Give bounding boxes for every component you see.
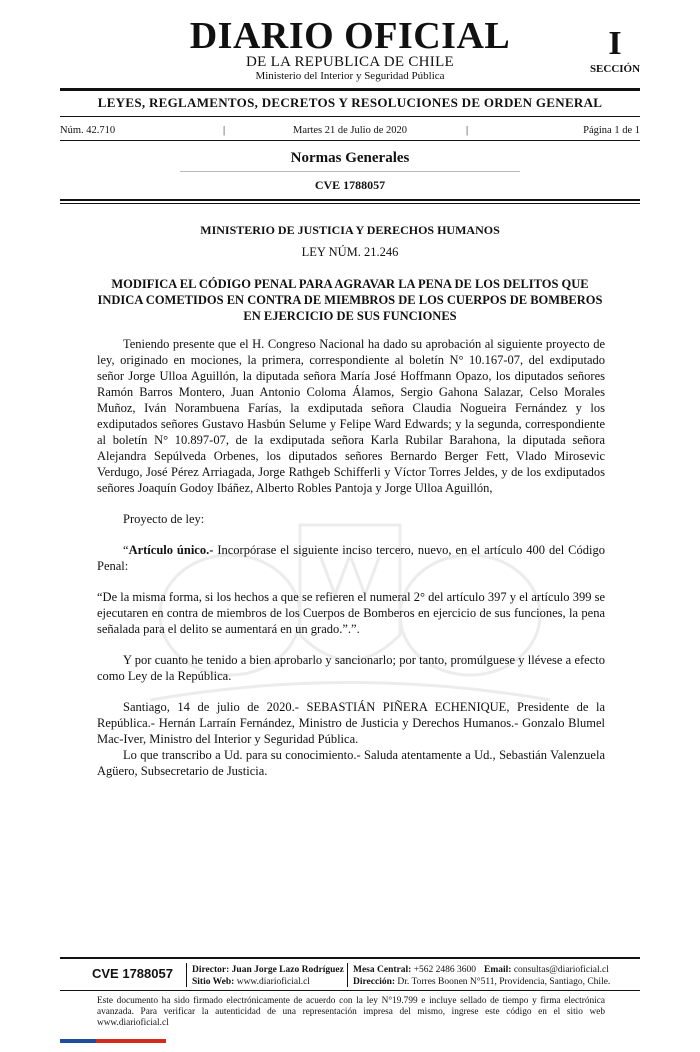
meta-separator: | [466,125,469,136]
footer-email [484,964,609,976]
paragraph-closing: Lo que transcribo a Ud. para su conocimiento.- Saluda atentamente a Ud., Sebastián Valenzuela Agüero, Subsecretario de Justicia. [97,748,605,778]
email-label: Email: [484,965,512,975]
section-label: SECCIÓN [589,63,641,75]
section-divider [180,171,520,172]
footer-address [353,976,610,988]
paragraph-inserted-text: “De la misma forma, si los hechos a que se refieren el numeral 2° del artículo 397 y el artículo 399 se ejecutaren en contra de miembros de los Cuerpos de Bomberos en ejercicio de sus funciones, la pena señalada para el delito se aumentará en un grado.”.”. [97,590,605,636]
footer-rule-bottom [60,990,640,991]
email-link[interactable]: consultas@diarioficial.cl [513,965,609,975]
law-number: LEY NÚM. 21.246 [301,245,399,259]
footer-phone [353,964,476,976]
ministry-heading: MINISTERIO DE JUSTICIA Y DERECHOS HUMANOS [200,223,500,237]
cve-rule-thin [60,203,640,204]
meta-separator: | [223,125,226,136]
header-rule-mid [60,116,640,117]
issue-date: Martes 21 de Julio de 2020 [292,125,408,136]
web-label: Sitio Web: [192,977,235,987]
paragraph-proyecto: Proyecto de ley: [123,512,205,526]
footer-divider [347,963,348,987]
law-title: MODIFICA EL CÓDIGO PENAL PARA AGRAVAR LA PENA DE LOS DELITOS QUE INDICA COMETIDOS EN CONTRA DE MIEMBROS DE LOS CUERPOS DE BOMBEROS EN EJERCICIO DE SUS FUNCIONES [97,277,603,323]
paragraph-preamble: Teniendo presente que el H. Congreso Nacional ha dado su aprobación al siguiente proyecto de ley, originado en mociones, la primera, correspondiente al boletín N° 10.167-07, del exdiputado señor Jorge Ulloa Aguillón, la diputada señora María José Hoffmann Opazo, los diputados señores Ramón Barros Montero, Juan Antonio Coloma Álamos, Sergio Gahona Salazar, Celso Morales Muñoz, Iván Norambuena Farías, la exdiputada señora Claudia Nogueira Fernández y los exdiputados señores Gustavo Hasbún Selume y Felipe Ward Edwards; y la segunda, correspondiente al boletín N° 10.897-07, de la exdiputada señora Karla Rubilar Barahona, la diputada señora Alejandra Sepúlveda Orbenes, los diputados señores Bernardo Berger Fett, Vlado Mirosevic Verdugo, José Pérez Arriagada, Jorge Rathgeb Schifferli y Víctor Torres Jeldes, y de los exdiputados señores Joaquín Godoy Ibáñez, Alberto Robles Pantoja y Jorge Ulloa Aguillón, [97,337,605,495]
quote-mark: “ [123,543,129,557]
cve-code: CVE 1788057 [314,178,386,192]
footer-rule-top [60,957,640,959]
header-rule-top [60,88,640,91]
flag-stripe-red [96,1039,166,1043]
phone-label: Mesa Central: [353,965,412,975]
masthead-ministry: Ministerio del Interior y Seguridad Pública [255,70,445,82]
cve-rule [60,199,640,201]
footer-director [192,964,344,976]
article-label: Artículo único.- [128,543,214,557]
footer-cve-code: CVE 1788057 [92,966,173,981]
flag-stripe-blue [60,1039,96,1043]
phone-number: +562 2486 3600 [413,965,477,975]
header-rule-bottom [60,140,640,141]
paragraph-signatures: Santiago, 14 de julio de 2020.- SEBASTIÁN PIÑERA ECHENIQUE, Presidente de la República.- Hernán Larraín Fernández, Ministro de Justicia y Derechos Humanos.- Gonzalo Blumel Mac-Iver, Ministro del Interior y Seguridad Pública. [97,700,605,746]
section-number: I [608,25,622,62]
section-heading: Normas Generales [290,150,410,166]
masthead-title: DIARIO OFICIAL [189,15,511,57]
law-body [97,336,605,779]
article-text: Incorpórase el siguiente inciso tercero, nuevo, en el artículo 400 del Código Penal: [97,543,605,573]
web-link[interactable]: www.diarioficial.cl [236,977,310,987]
address-text: Dr. Torres Boonen N°511, Providencia, Santiago, Chile. [397,977,611,987]
footer-divider [186,963,187,987]
page-indicator: Página 1 de 1 [583,125,640,136]
category-heading: LEYES, REGLAMENTOS, DECRETOS Y RESOLUCIONES DE ORDEN GENERAL [97,95,603,110]
paragraph-article [97,542,605,574]
signature-notice: Este documento ha sido firmado electrónicamente de acuerdo con la ley N°19.799 e incluye sellado de tiempo y firma electrónica avanzada. Para verificar la autenticidad de una representación impresa del mismo, ingrese este código en el sitio web www.diarioficial.cl [97,996,605,1028]
masthead-subtitle: DE LA REPUBLICA DE CHILE [245,54,455,70]
director-name: Juan Jorge Lazo Rodríguez [231,965,344,975]
paragraph-promulgation: Y por cuanto he tenido a bien aprobarlo y sancionarlo; por tanto, promúlguese y llévese a efecto como Ley de la República. [97,653,605,683]
issue-number: Núm. 42.710 [60,125,116,136]
address-label: Dirección: [353,977,396,987]
director-label: Director: [192,965,230,975]
footer-website [192,976,310,988]
